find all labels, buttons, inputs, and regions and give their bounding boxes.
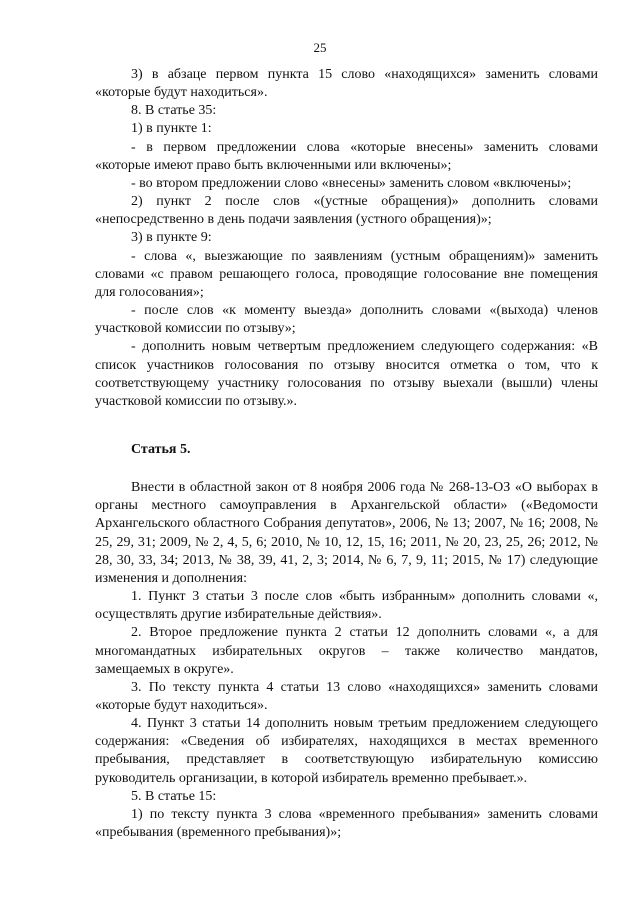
paragraph: 1. Пункт 3 статьи 3 после слов «быть избранным» дополнить словами «, осуществлять другие избирательные действия».: [95, 589, 598, 623]
page-number: 25: [313, 40, 327, 55]
paragraph: 3) в абзаце первом пункта 15 слово «находящихся» заменить словами «которые будут находиться».: [95, 67, 598, 101]
paragraph: 2) пункт 2 после слов «(устные обращения)» дополнить словами «непосредственно в день подачи заявления (устного обращения)»;: [95, 194, 598, 228]
paragraph: - во втором предложении слово «внесены» заменить словом «включены»;: [131, 175, 572, 191]
paragraph: 4. Пункт 3 статьи 14 дополнить новым третьим предложением следующего содержания: «Сведения об избирателях, находящихся в местах временного пребывания, представляет в соответствующую избирательную комиссию руководитель организации, в которой избиратель временно пребывает.».: [95, 716, 598, 786]
paragraph: - в первом предложении слова «которые внесены» заменить словами «которые имеют право быть включенными или включены»;: [95, 139, 598, 173]
paragraph: - после слов «к моменту выезда» дополнить словами «(выхода) членов участковой комиссии по отзыву»;: [95, 303, 598, 337]
paragraph: Внести в областной закон от 8 ноября 2006 года № 268-13-ОЗ «О выборах в органы местного самоуправления в Архангельской области» («Ведомости Архангельского областного Собрания депутатов», 2006, № 13; 2007, № 16; 2008, № 25, 29, 31; 2009, № 2, 4, 5, 6; 2010, № 10, 12, 15, 16; 2011, № 20, 23, 25, 26; 2012, № 28, 30, 33, 34; 2013, № 38, 39, 41, 2, 3; 2014, № 6, 7, 9, 11; 2015, № 17) следующие изменения и дополнения:: [95, 480, 598, 586]
paragraph: 1) в пункте 1:: [131, 121, 212, 137]
paragraph: - слова «, выезжающие по заявлениям (устным обращениям)» заменить словами «с правом решающего голоса, проводящие голосование вне помещения для голосования»;: [95, 248, 598, 300]
article-heading: Статья 5.: [131, 441, 191, 457]
paragraph: 8. В статье 35:: [131, 103, 217, 119]
paragraph: 5. В статье 15:: [131, 788, 217, 804]
paragraph: 3) в пункте 9:: [131, 230, 212, 246]
paragraph: - дополнить новым четвертым предложением следующего содержания: «В список участников голосования по отзыву вносится отметка о том, что к соответствующему участнику голосования по отзыву выехали (вышли) члены участковой комиссии по отзыву.».: [95, 339, 598, 409]
paragraph: 1) по тексту пункта 3 слова «временного пребывания» заменить словами «пребывания (временного пребывания)»;: [95, 806, 598, 841]
document-body: [95, 66, 598, 842]
paragraph: 2. Второе предложение пункта 2 статьи 12 дополнить словами «, а для многомандатных избирательных округов – также количество мандатов, замещаемых в округе».: [95, 625, 598, 677]
paragraph: 3. По тексту пункта 4 статьи 13 слово «находящихся» заменить словами «которые будут находиться».: [95, 679, 598, 713]
